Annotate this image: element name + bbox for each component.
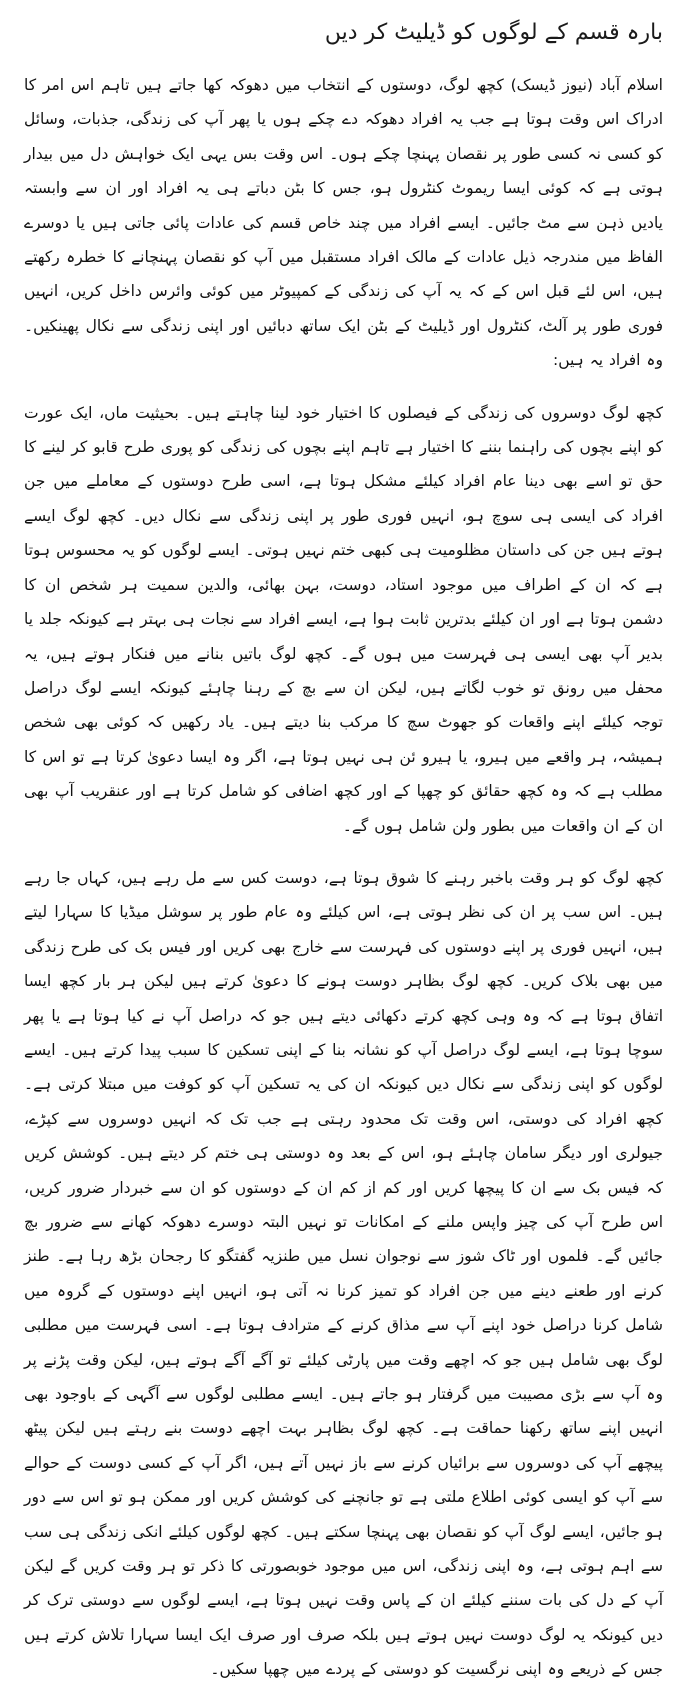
- article-paragraph-third: کچھ لوگ کو ہر وقت باخبر رہنے کا شوق ہوتا ہے، دوست کس سے مل رہے ہیں، کہاں جا رہے ہیں۔ اس سب پر ان کی نظر ہوتی ہے، اس کیلئے وہ عام طور پر سوشل میڈیا کا سہارا لیتے ہیں، انہیں فوری پر اپنے دوستوں کی فہرست سے خارج بھی کریں اور فیس بک کی طرح زندگی میں بھی بلاک کریں۔ کچھ لوگ بظاہر دوست ہونے کا دعویٰ کرتے ہیں لیکن ہر بار کچھ ایسا اتفاق ہوتا ہے کہ وہ وہی کچھ کرتے دکھائی دیتے ہیں جو کہ دراصل آپ نے کیا ہوتا ہے یا پھر سوچا ہوتا ہے، ایسے لوگ دراصل آپ کو نشانہ بنا کے اپنی تسکین کا سبب پیدا کرتے ہیں۔ ایسے لوگوں کو اپنی زندگی سے نکال دیں کیونکہ ان کی یہ تسکین آپ کو کوفت میں مبتلا کرتی ہے۔ کچھ افراد کی دوستی، اس وقت تک محدود رہتی ہے جب تک کہ انہیں دوسروں سے کپڑے، جیولری اور دیگر سامان چاہئے ہو، اس کے بعد وہ دوستی ہی ختم کر دیتے ہیں۔ کوشش کریں کہ فیس بک سے ان کا پیچھا کریں اور کم از کم ان کے دوستوں کو ان سے خبردار ضرور کریں، اس طرح آپ کی چیز واپس ملنے کے امکانات تو نہیں البتہ دوسرے دھوکہ کھانے سے ضرور بچ جائیں گے۔ فلموں اور ٹاک شوز سے نوجوان نسل میں طنزیہ گفتگو کا رجحان بڑھ رہا ہے۔ طنز کرنے اور طعنے دینے میں جن افراد کو تمیز کرنا نہ آتی ہو، انہیں اپنے دوستوں کے گروہ میں شامل کرنا دراصل خود اپنے آپ سے مذاق کرنے کے مترادف ہوتا ہے۔ اسی فہرست میں مطلبی لوگ بھی شامل ہیں جو کہ اچھے وقت میں پارٹی کیلئے تو آگے آگے ہوتے ہیں، لیکن وقت پڑنے پر وہ آپ سے بڑی مصیبت میں گرفتار ہو جاتے ہیں۔ ایسے مطلبی لوگوں سے آگہی کے باوجود بھی انہیں اپنے ساتھ رکھنا حماقت ہے۔ کچھ لوگ بظاہر بہت اچھے دوست بنے رہتے ہیں لیکن پیٹھ پیچھے آپ کی دوسروں سے برائیاں کرنے سے باز نہیں آتے ہیں، اگر آپ کے کسی دوست کے حوالے سے آپ کو ایسی کوئی اطلاع ملتی ہے تو جانچنے کی کوشش کریں اور ممکن ہو تو اس سے دور ہو جائیں، ایسے لوگ آپ کو نقصان بھی پہنچا سکتے ہیں۔ کچھ لوگوں کیلئے انکی زندگی ہی سب سے اہم ہوتی ہے، وہ اپنی زندگی، اس میں موجود خوبصورتی کا ذکر تو ہر وقت کریں گے لیکن آپ کے دل کی بات سننے کیلئے ان کے پاس وقت نہیں ہوتا ہے، ایسے لوگوں سے دوستی ترک کر دیں کیونکہ یہ لوگ دوست نہیں ہوتے ہیں بلکہ صرف اور صرف ایک ایسا سہارا تلاش کرتے ہیں جس کے ذریعے وہ اپنی نرگسیت کو دوستی کے پردے میں چھپا سکیں۔: [24, 868, 663, 1679]
- article-paragraph-intro: اسلام آباد (نیوز ڈیسک) کچھ لوگ، دوستوں کے انتخاب میں دھوکہ کھا جاتے ہیں تاہم اس امر کا ادراک اس وقت ہوتا ہے جب یہ افراد دھوکہ دے چکے ہوں یا پھر آپ کی زندگی، جذبات، وسائل کو کسی نہ کسی طور پر نقصان پہنچا چکے ہوں۔ اس وقت بس یہی ایک خواہش دل میں بیدار ہوتی ہے کہ کوئی ایسا ریموٹ کنٹرول ہو، جس کا بٹن دباتے ہی یہ افراد اور ان سے وابستہ یادیں ذہن سے مٹ جائیں۔ ایسے افراد میں چند خاص قسم کی عادات پائی جاتی ہیں یا دوسرے الفاظ میں مندرجہ ذیل عادات کے مالک افراد مستقبل میں آپ کو نقصان پہنچانے کا خطرہ رکھتے ہیں، اس لئے قبل اس کے کہ یہ آپ کی زندگی کے کمپیوٹر میں کوئی وائرس داخل کریں، انہیں فوری طور پر آلٹ، کنٹرول اور ڈیلیٹ کے بٹن ایک ساتھ دبائیں اور اپنی زندگی سے نکال پھینکیں۔ وہ افراد یہ ہیں:: [24, 76, 663, 370]
- article-paragraph-second: کچھ لوگ دوسروں کی زندگی کے فیصلوں کا اختیار خود لینا چاہتے ہیں۔ بحیثیت ماں، ایک عورت کو اپنے بچوں کی راہنما بننے کا اختیار ہے تاہم اپنے بچوں کی زندگی کو پوری طرح قابو کر لینے کا حق تو اسے بھی دینا عام افراد کیلئے مشکل ہوتا ہے، اسی طرح دوستوں کے معاملے میں جن افراد کی ایسی ہی سوچ ہو، انہیں فوری طور پر اپنی زندگی سے نکال دیں۔ کچھ لوگ ایسے ہوتے ہیں جن کی داستان مظلومیت ہی کبھی ختم نہیں ہوتی۔ ایسے لوگوں کو یہ محسوس ہوتا ہے کہ ان کے اطراف میں موجود استاد، دوست، بہن بھائی، والدین سمیت ہر شخص ان کا دشمن ہوتا ہے اور ان کیلئے بدترین ثابت ہوا ہے، ایسے افراد سے نجات ہی بہتر ہے کیونکہ جلد یا بدیر آپ بھی ایسی ہی فہرست میں ہوں گے۔ کچھ لوگ باتیں بنانے میں فنکار ہوتے ہیں، یہ محفل میں رونق تو خوب لگاتے ہیں، لیکن ان سے بچ کے رہنا چاہئے کیونکہ ایسے لوگ دراصل توجہ کیلئے اپنے واقعات کو جھوٹ سچ کا مرکب بنا دیتے ہیں۔ یاد رکھیں کہ کوئی بھی شخص ہمیشہ، ہر واقعے میں ہیرو، یا ہیرو ئن ہی نہیں ہوتا ہے، اگر وہ ایسا دعویٰ کرتا ہے تو اس کا مطلب ہے کہ وہ کچھ حقائق کو چھپا کے اور کچھ اضافی کو شامل کرتا ہے اور عنقریب آپ بھی ان کے ان واقعات میں بطور ولن شامل ہوں گے۔: [24, 403, 663, 835]
- article-headline: بارہ قسم کے لوگوں کو ڈیلیٹ کر دیں: [324, 20, 663, 45]
- article-body: [24, 68, 663, 1687]
